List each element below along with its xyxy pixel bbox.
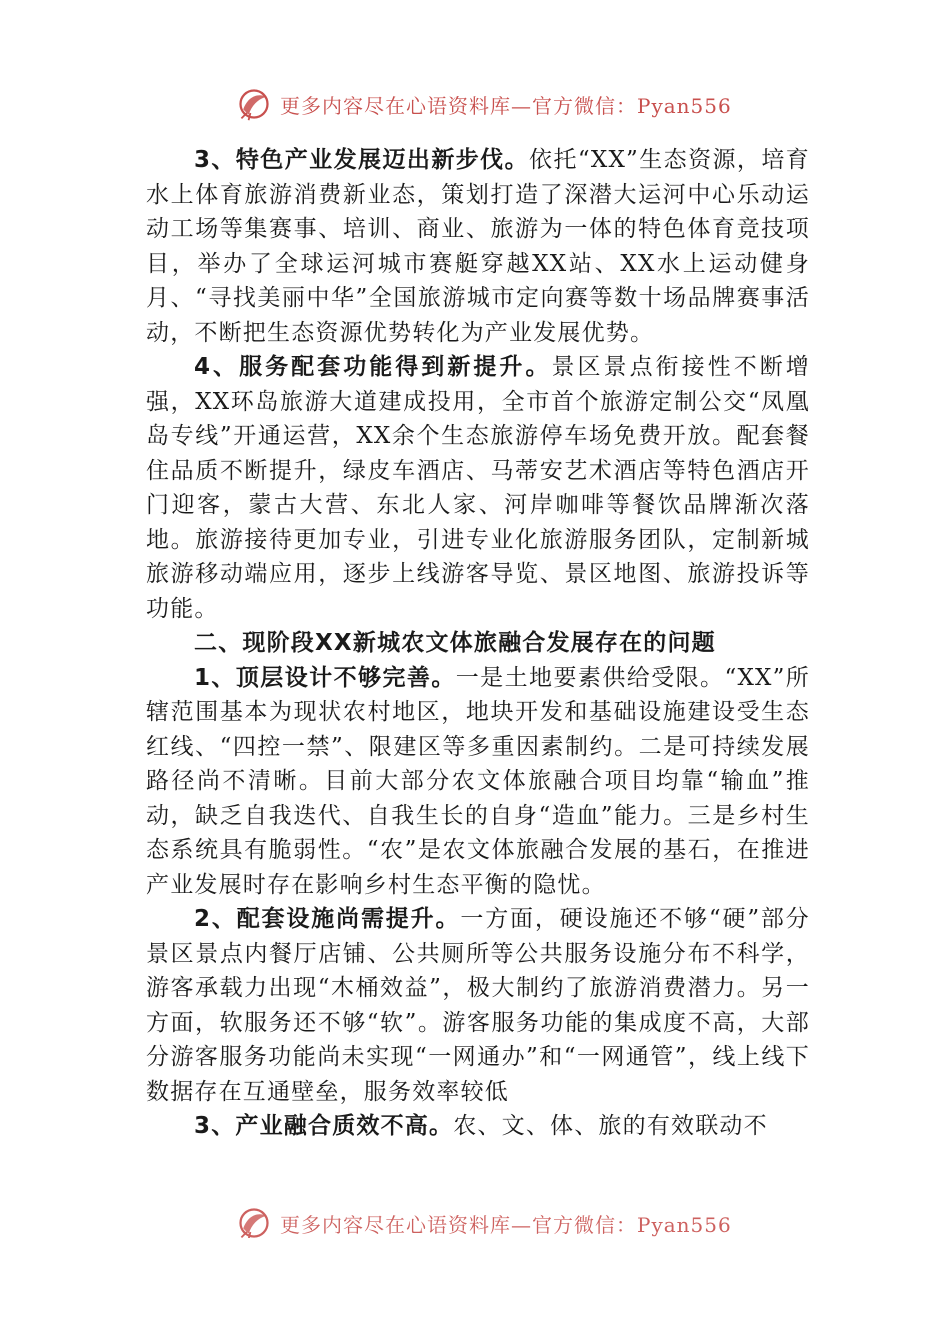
paragraph-facilities <box>146 902 810 1109</box>
paragraph-service-support <box>146 350 810 626</box>
paragraph-text: 一方面，硬设施还不够“硬”部分景区景点内餐厅店铺、公共厕所等公共服务设施分布不科学，游客承载力出现“木桶效益”，极大制约了旅游消费潜力。另一方面，软服务还不够“软”。游客服务功能的集成度不高，大部分游客服务功能尚未实现“一网通办”和“一网通管”，线上线下数据存在互通壁垒，服务效率较低 <box>146 906 810 1105</box>
paragraph-lead: 3、产业融合质效不高。 <box>194 1113 454 1139</box>
paragraph-text: 一是土地要素供给受限。“XX”所辖范围基本为现状农村地区，地块开发和基础设施建设受生态红线、“四控一禁”、限建区等多重因素制约。二是可持续发展路径尚不清晰。目前大部分农文体旅融合项目均靠“输血”推动，缺乏自我迭代、自我生长的自身“造血”能力。三是乡村生态系统具有脆弱性。“农”是农文体旅融合发展的基石，在推进产业发展时存在影响乡村生态平衡的隐忧。 <box>146 664 810 898</box>
watermark-text: 更多内容尽在心语资料库—官方微信：Pyan556 <box>280 1212 732 1237</box>
paragraph-text: 依托“XX”生态资源，培育水上体育旅游消费新业态，策划打造了深潜大运河中心乐动运动工场等集赛事、培训、商业、旅游为一体的特色体育竞技项目，举办了全球运河城市赛艇穿越XX站、XX水上运动健身月、“寻找美丽中华”全国旅游城市定向赛等数十场品牌赛事活动，不断把生态资源优势转化为产业发展优势。 <box>146 147 810 346</box>
paragraph-lead: 4、服务配套功能得到新提升。 <box>194 354 552 380</box>
watermark-banner-footer <box>236 1208 732 1238</box>
paragraph-specialty-industry <box>146 143 810 350</box>
watermark-text: 更多内容尽在心语资料库—官方微信：Pyan556 <box>280 93 732 118</box>
paragraph-lead: 1、顶层设计不够完善。 <box>194 664 456 691</box>
paragraph-text: 农、文、体、旅的有效联动不 <box>453 1113 768 1139</box>
ribbon-logo-icon <box>236 1208 272 1238</box>
paragraph-industry-integration <box>146 1109 810 1144</box>
ribbon-logo-icon <box>236 86 272 122</box>
document-body <box>146 143 810 1144</box>
paragraph-top-design <box>146 661 810 903</box>
paragraph-lead: 2、配套设施尚需提升。 <box>194 906 461 932</box>
watermark-banner <box>236 84 732 124</box>
paragraph-text: 景区景点衔接性不断增强，XX环岛旅游大道建成投用，全市首个旅游定制公交“凤凰岛专线”开通运营，XX余个生态旅游停车场免费开放。配套餐住品质不断提升，绿皮车酒店、马蒂安艺术酒店等特色酒店开门迎客，蒙古大营、东北人家、河岸咖啡等餐饮品牌渐次落地。旅游接待更加专业，引进专业化旅游服务团队，定制新城旅游移动端应用，逐步上线游客导览、景区地图、旅游投诉等功能。 <box>146 354 810 622</box>
paragraph-lead: 3、特色产业发展迈出新步伐。 <box>194 147 530 173</box>
section-heading: 二、现阶段XX新城农文体旅融合发展存在的问题 <box>194 630 716 656</box>
